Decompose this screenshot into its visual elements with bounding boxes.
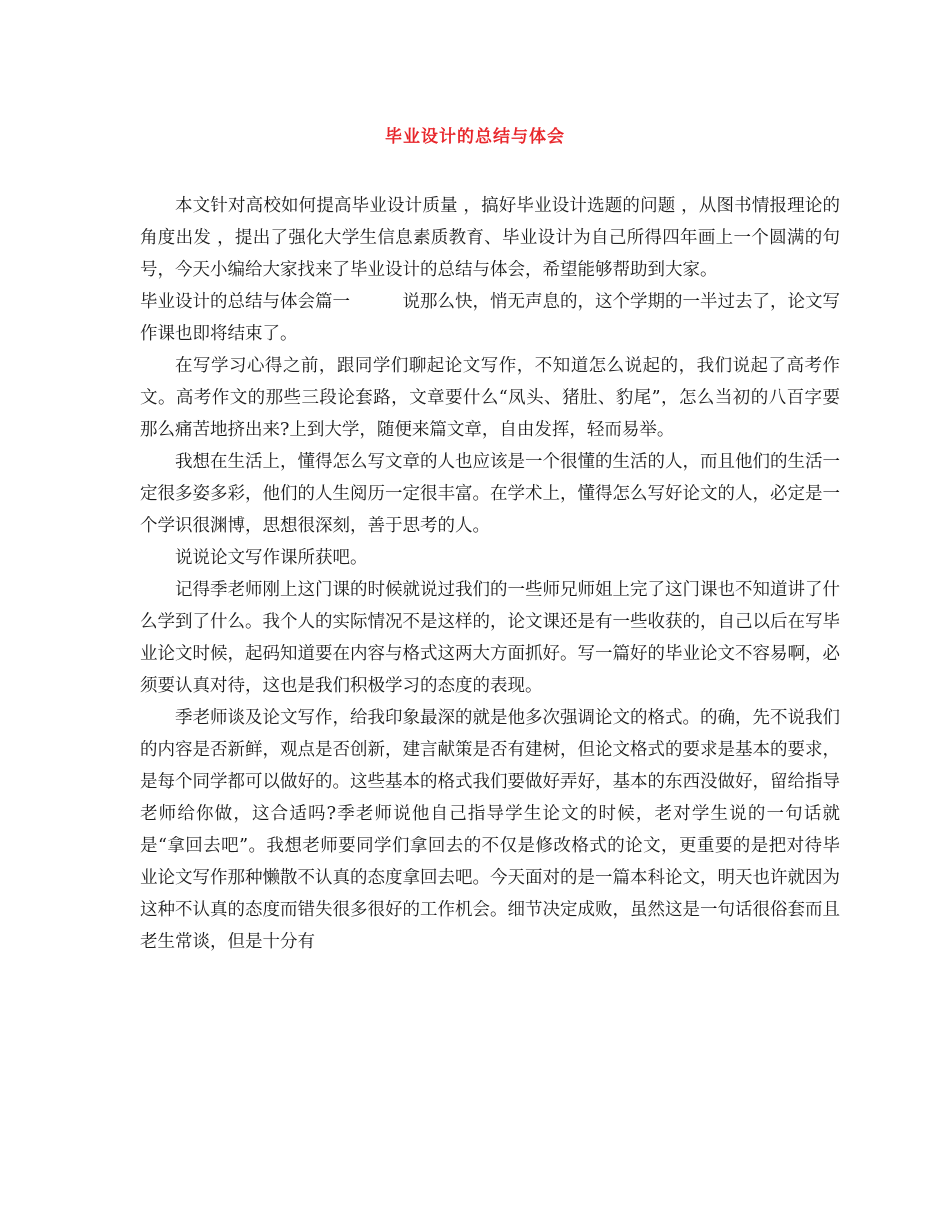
body-paragraph-5: 季老师谈及论文写作，给我印象最深的就是他多次强调论文的格式。的确，先不说我们的内容是否新鲜，观点是否创新，建言献策是否有建树，但论文格式的要求是基本的要求，是每个同学都可以做好的。这些基本的格式我们要做好弄好，基本的东西没做好，留给指导老师给你做，这合适吗?季老师说他自己指导学生论文的时候，老对学生说的一句话就是“拿回去吧”。我想老师要同学们拿回去的不仅是修改格式的论文，更重要的是把对待毕业论文写作那种懒散不认真的态度拿回去吧。今天面对的是一篇本科论文，明天也许就因为这种不认真的态度而错失很多很好的工作机会。细节决定成败，虽然这是一句话很俗套而且老生常谈，但是十分有: [140, 708, 840, 952]
body-paragraph-3: 说说论文写作课所获吧。: [175, 548, 368, 568]
body-paragraph-4: 记得季老师刚上这门课的时候就说过我们的一些师兄师姐上完了这门课也不知道讲了什么学到了什么。我个人的实际情况不是这样的，论文课还是有一些收获的，自己以后在写毕业论文时候，起码知道要在内容与格式这两大方面抓好。写一篇好的毕业论文不容易啊，必须要认真对待，这也是我们积极学习的态度的表现。: [140, 580, 840, 696]
section-heading: 毕业设计的总结与体会篇一: [140, 292, 350, 312]
intro-paragraph: 本文针对高校如何提高毕业设计质量 ，搞好毕业设计选题的问题 ，从图书情报理论的角度出发 ，提出了强化大学生信息素质教育、毕业设计为自己所得四年画上一个圆满的句号，今天小编给大家找来了毕业设计的总结与体会，希望能够帮助到大家。: [140, 196, 840, 280]
document-title: 毕业设计的总结与体会: [385, 127, 565, 147]
section-heading-line: [140, 286, 840, 350]
body-paragraph-1: 在写学习心得之前，跟同学们聊起论文写作，不知道怎么说起的，我们说起了高考作文。高考作文的那些三段论套路，文章要什么“凤头、猪肚、豹尾”，怎么当初的八百字要那么痛苦地挤出来?上到大学，随便来篇文章，自由发挥，轻而易举。: [140, 356, 840, 440]
document-body: [140, 190, 840, 958]
body-paragraph-2: 我想在生活上，懂得怎么写文章的人也应该是一个很懂的生活的人，而且他们的生活一定很多姿多彩，他们的人生阅历一定很丰富。在学术上，懂得怎么写好论文的人，必定是一个学识很渊博，思想很深刻，善于思考的人。: [140, 452, 840, 536]
section-first-text: 说那么快，悄无声息的，这个学期的一半过去了，论文写作课也即将结束了。: [140, 292, 840, 344]
